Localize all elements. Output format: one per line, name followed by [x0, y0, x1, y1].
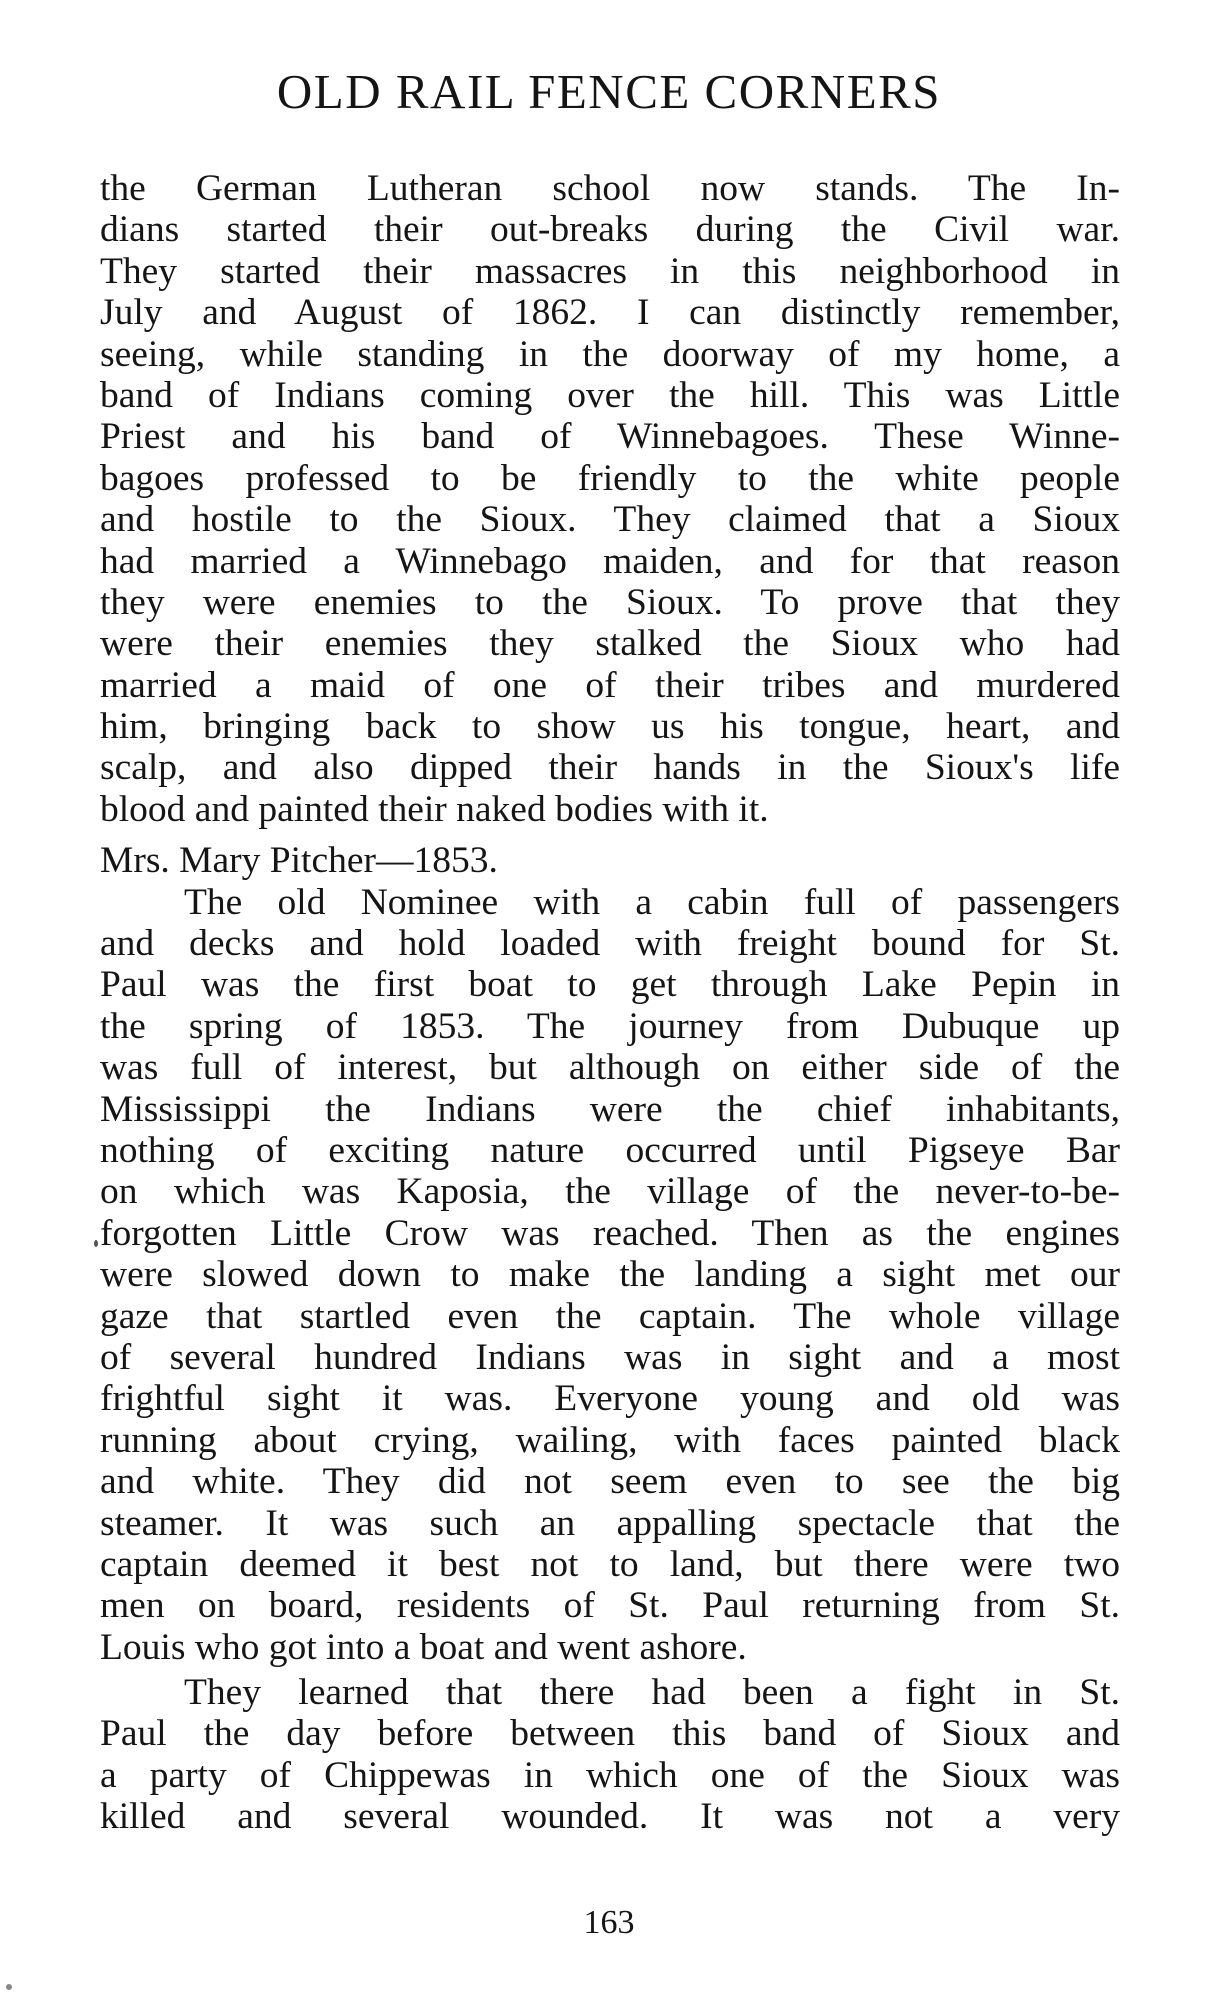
text-line: Louis who got into a boat and went ashore. [100, 1626, 747, 1668]
text-line: captain deemed it best not to land, but there were two [100, 1543, 1120, 1585]
text-line: nothing of exciting nature occurred until Pigseye Bar [100, 1129, 1120, 1171]
text-line: gaze that startled even the captain. The whole village [100, 1295, 1120, 1337]
text-line: on which was Kaposia, the village of the never-to-be- [100, 1171, 1120, 1213]
text-line: frightful sight it was. Everyone young and old was [100, 1378, 1120, 1420]
text-line: a party of Chippewas in which one of the Sioux was [100, 1754, 1120, 1796]
text-line: were slowed down to make the landing a sight met our [100, 1254, 1120, 1296]
text-line: scalp, and also dipped their hands in the Sioux's life [100, 747, 1120, 789]
text-line: Mississippi the Indians were the chief inhabitants, [100, 1088, 1120, 1130]
text-line: They started their massacres in this neighborhood in [100, 250, 1120, 292]
text-line: and white. They did not seem even to see the big [100, 1461, 1120, 1503]
running-head: OLD RAIL FENCE CORNERS [276, 64, 942, 119]
text-line: were their enemies they stalked the Sioux who had [100, 623, 1120, 665]
text-line: The old Nominee with a cabin full of passengers [184, 881, 1120, 923]
text-line: and hostile to the Sioux. They claimed that a Sioux [100, 499, 1120, 541]
text-line: Priest and his band of Winnebagoes. These Winne- [100, 416, 1120, 458]
print-speck [94, 1240, 98, 1247]
text-line: and decks and hold loaded with freight bound for St. [100, 923, 1120, 965]
text-line: They learned that there had been a fight in St. [184, 1672, 1120, 1714]
text-line: dians started their out-breaks during the Civil war. [100, 209, 1120, 251]
text-line: of several hundred Indians was in sight and a most [100, 1336, 1120, 1378]
text-line: running about crying, wailing, with faces painted black [100, 1419, 1120, 1461]
text-line: July and August of 1862. I can distinctly remember, [100, 292, 1120, 334]
text-line: had married a Winnebago maiden, and for that reason [100, 540, 1120, 582]
text-line: steamer. It was such an appalling spectacle that the [100, 1502, 1120, 1544]
text-line: him, bringing back to show us his tongue, heart, and [100, 706, 1120, 748]
section-heading: Mrs. Mary Pitcher—1853. [100, 840, 498, 882]
text-line: Paul was the first boat to get through Lake Pepin in [100, 964, 1120, 1006]
page-number: 163 [583, 1904, 635, 1941]
text-line: they were enemies to the Sioux. To prove that they [100, 581, 1120, 623]
text-line: the German Lutheran school now stands. The In- [100, 168, 1120, 209]
text-line: forgotten Little Crow was reached. Then as the engines [100, 1212, 1120, 1254]
body-text [100, 168, 1120, 1838]
text-line: band of Indians coming over the hill. This was Little [100, 374, 1120, 416]
text-line: killed and several wounded. It was not a very [100, 1796, 1120, 1838]
text-line: married a maid of one of their tribes and murdered [100, 664, 1120, 706]
text-line: men on board, residents of St. Paul returning from St. [100, 1585, 1120, 1627]
text-line: was full of interest, but although on either side of the [100, 1047, 1120, 1089]
text-line: bagoes professed to be friendly to the white people [100, 457, 1120, 499]
text-line: Paul the day before between this band of Sioux and [100, 1713, 1120, 1755]
text-line: the spring of 1853. The journey from Dubuque up [100, 1005, 1120, 1047]
text-line: blood and painted their naked bodies with it. [100, 788, 769, 830]
text-line: seeing, while standing in the doorway of my home, a [100, 333, 1120, 375]
print-speck [6, 1984, 12, 1990]
